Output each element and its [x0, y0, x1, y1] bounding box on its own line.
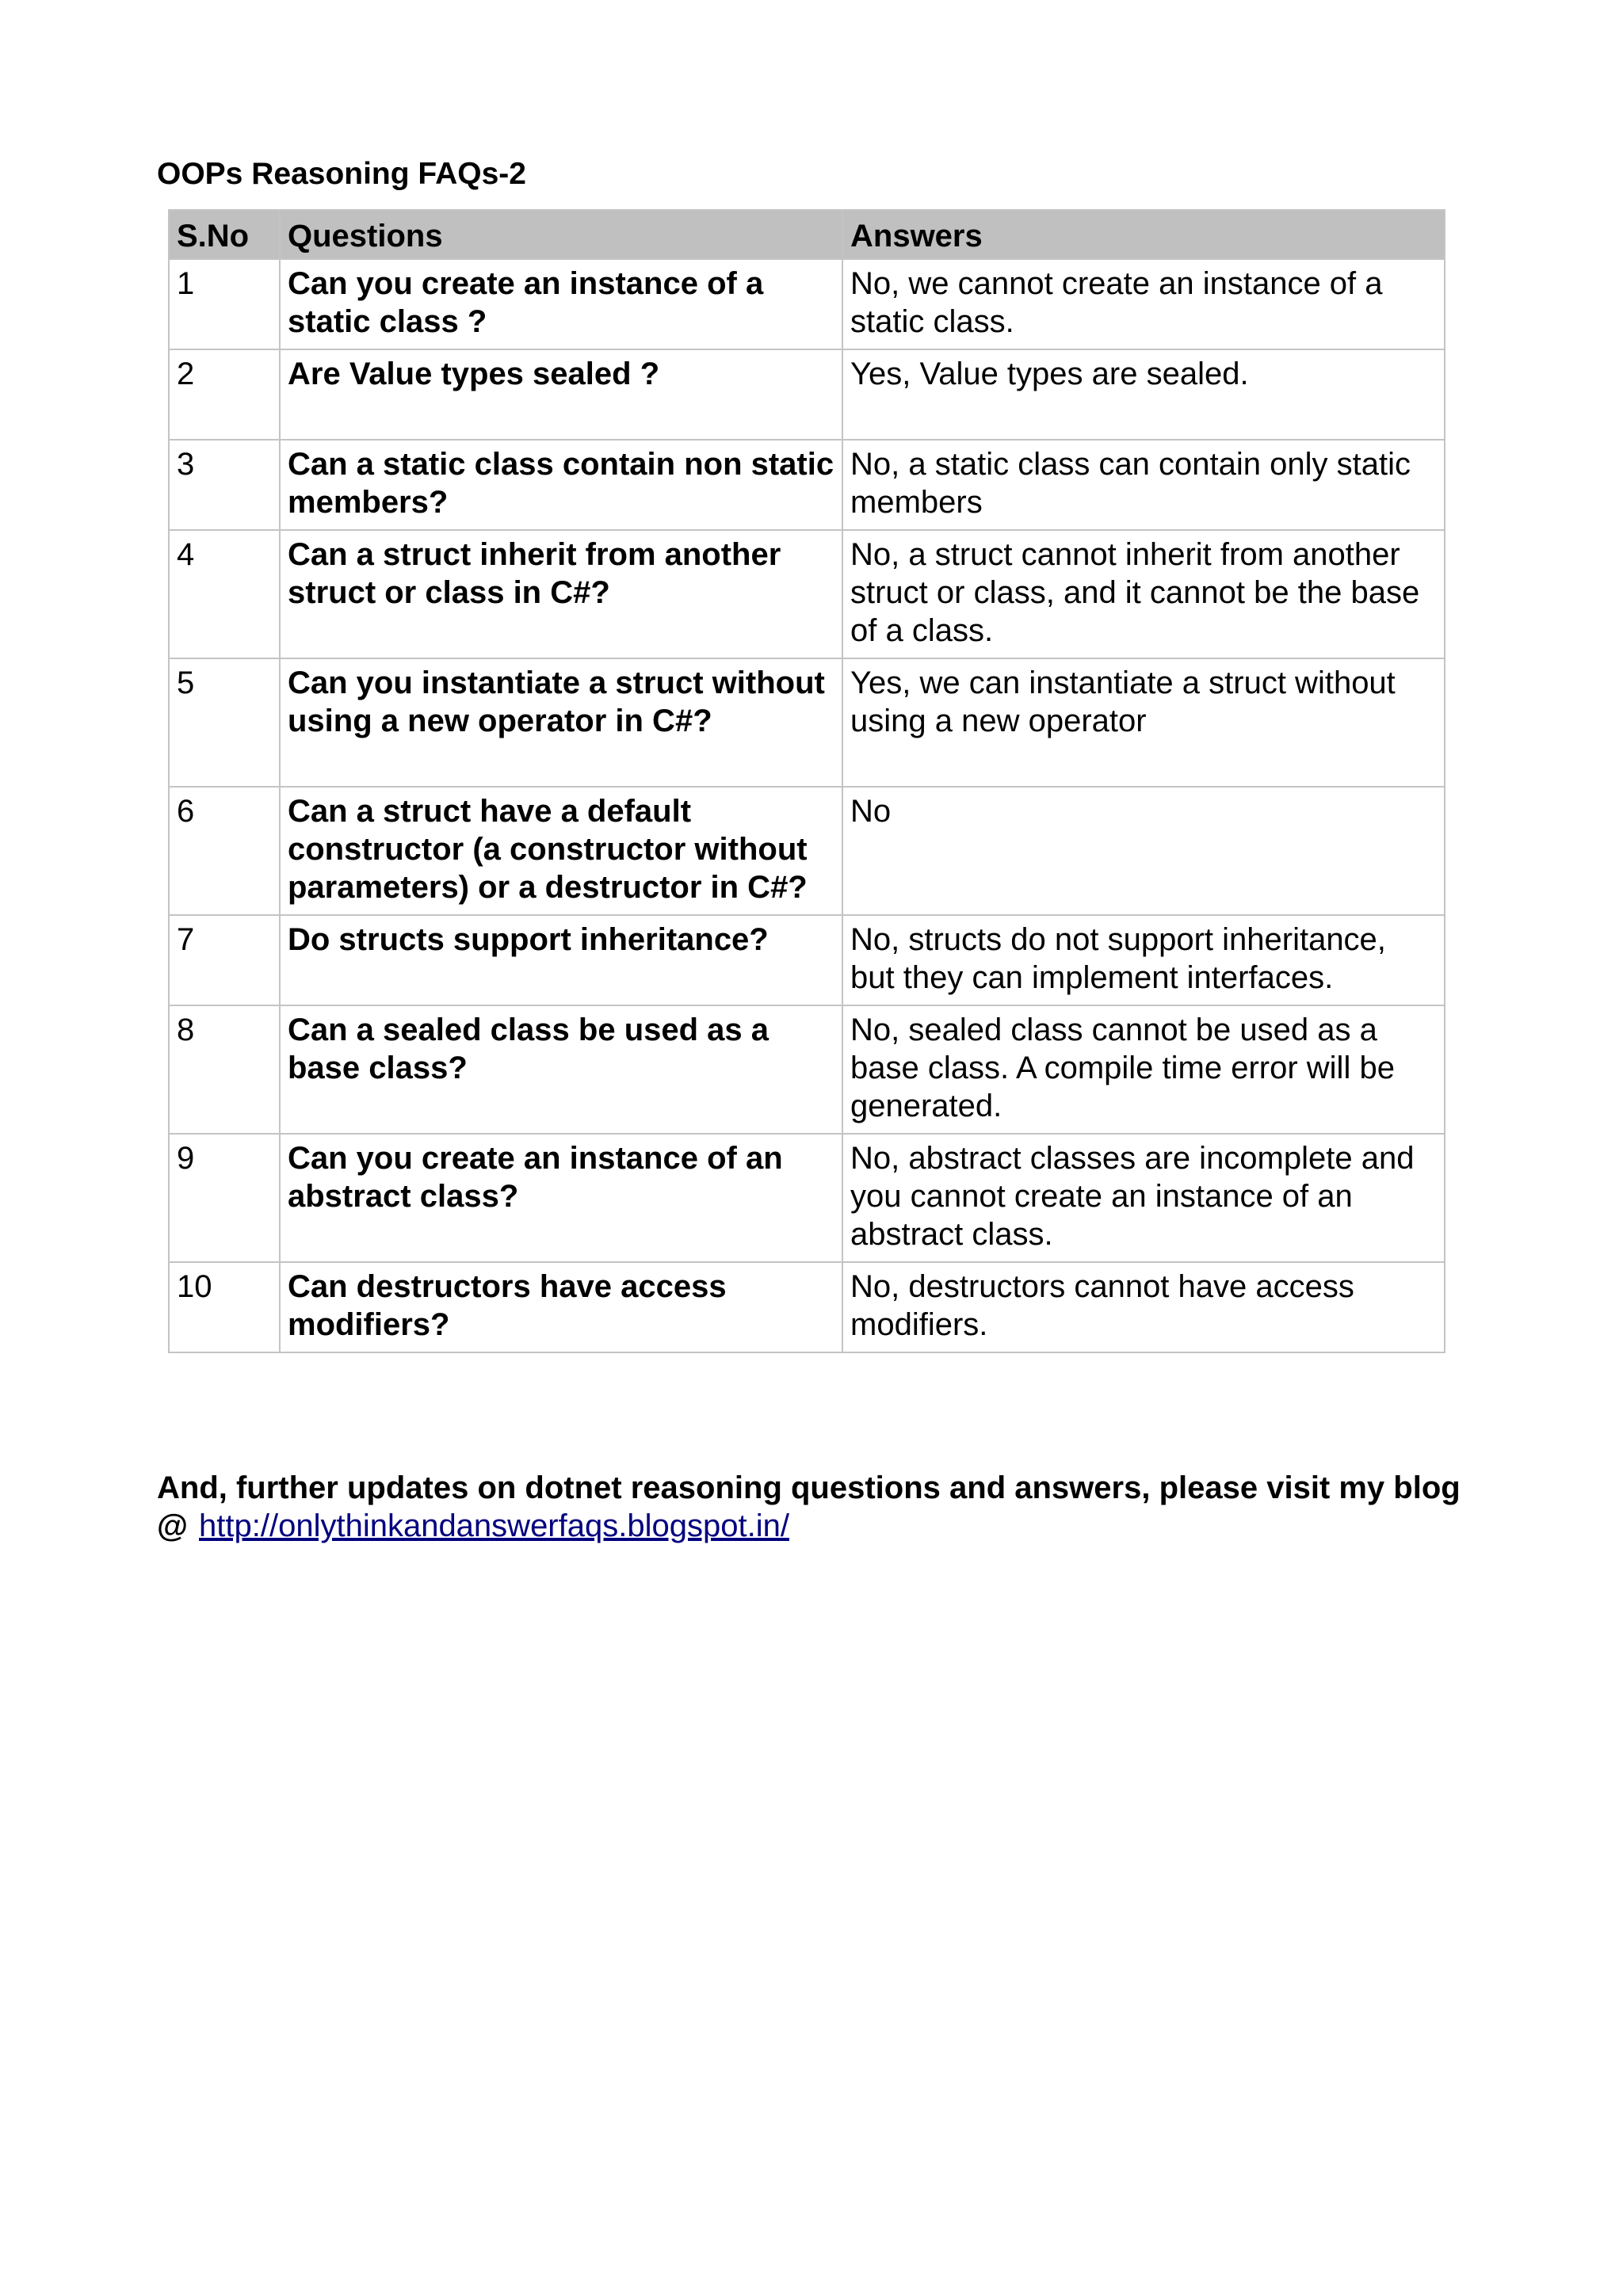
row-sno: 10	[169, 1262, 280, 1352]
row-sno: 9	[169, 1134, 280, 1262]
row-question: Can you create an instance of a static class ?	[280, 259, 842, 349]
header-sno: S.No	[169, 210, 280, 259]
row-sno: 8	[169, 1005, 280, 1134]
row-question: Can you create an instance of an abstract class?	[280, 1134, 842, 1262]
table-row	[169, 440, 1445, 530]
table-row	[169, 915, 1445, 1005]
row-sno: 1	[169, 259, 280, 349]
table-row	[169, 1262, 1445, 1352]
table-row	[169, 658, 1445, 787]
row-answer: No, we cannot create an instance of a static class.	[842, 259, 1445, 349]
faq-table	[168, 209, 1445, 1353]
row-sno: 2	[169, 349, 280, 440]
row-answer: Yes, Value types are sealed.	[842, 349, 1445, 440]
row-answer: No, structs do not support inheritance, but they can implement interfaces.	[842, 915, 1445, 1005]
table-row	[169, 787, 1445, 915]
table-row	[169, 1005, 1445, 1134]
row-question: Can a struct have a default constructor (a constructor without parameters) or a destructor in C#?	[280, 787, 842, 915]
row-sno: 3	[169, 440, 280, 530]
row-sno: 7	[169, 915, 280, 1005]
row-question: Can you instantiate a struct without using a new operator in C#?	[280, 658, 842, 787]
row-answer: No, a struct cannot inherit from another struct or class, and it cannot be the base of a class.	[842, 530, 1445, 658]
row-question: Do structs support inheritance?	[280, 915, 842, 1005]
row-sno: 6	[169, 787, 280, 915]
row-answer: No, sealed class cannot be used as a base class. A compile time error will be generated.	[842, 1005, 1445, 1134]
row-answer: No, abstract classes are incomplete and you cannot create an instance of an abstract class.	[842, 1134, 1445, 1262]
footer-text: And, further updates on dotnet reasoning questions and answers, please visit my blog @	[157, 1470, 1461, 1543]
blog-link[interactable]: http://onlythinkandanswerfaqs.blogspot.in/	[199, 1508, 789, 1543]
page-title: OOPs Reasoning FAQs-2	[157, 157, 526, 191]
row-answer: Yes, we can instantiate a struct without using a new operator	[842, 658, 1445, 787]
table-header-row	[169, 210, 1445, 259]
row-answer: No, destructors cannot have access modifiers.	[842, 1262, 1445, 1352]
header-answers: Answers	[842, 210, 1445, 259]
row-question: Are Value types sealed ?	[280, 349, 842, 440]
row-answer: No, a static class can contain only static members	[842, 440, 1445, 530]
row-question: Can destructors have access modifiers?	[280, 1262, 842, 1352]
header-questions: Questions	[280, 210, 842, 259]
row-question: Can a static class contain non static members?	[280, 440, 842, 530]
row-question: Can a sealed class be used as a base class?	[280, 1005, 842, 1134]
footer-note	[157, 1469, 1472, 1545]
table-row	[169, 530, 1445, 658]
table-row	[169, 259, 1445, 349]
row-question: Can a struct inherit from another struct or class in C#?	[280, 530, 842, 658]
table-row	[169, 1134, 1445, 1262]
row-sno: 5	[169, 658, 280, 787]
row-answer: No	[842, 787, 1445, 915]
table-row	[169, 349, 1445, 440]
row-sno: 4	[169, 530, 280, 658]
